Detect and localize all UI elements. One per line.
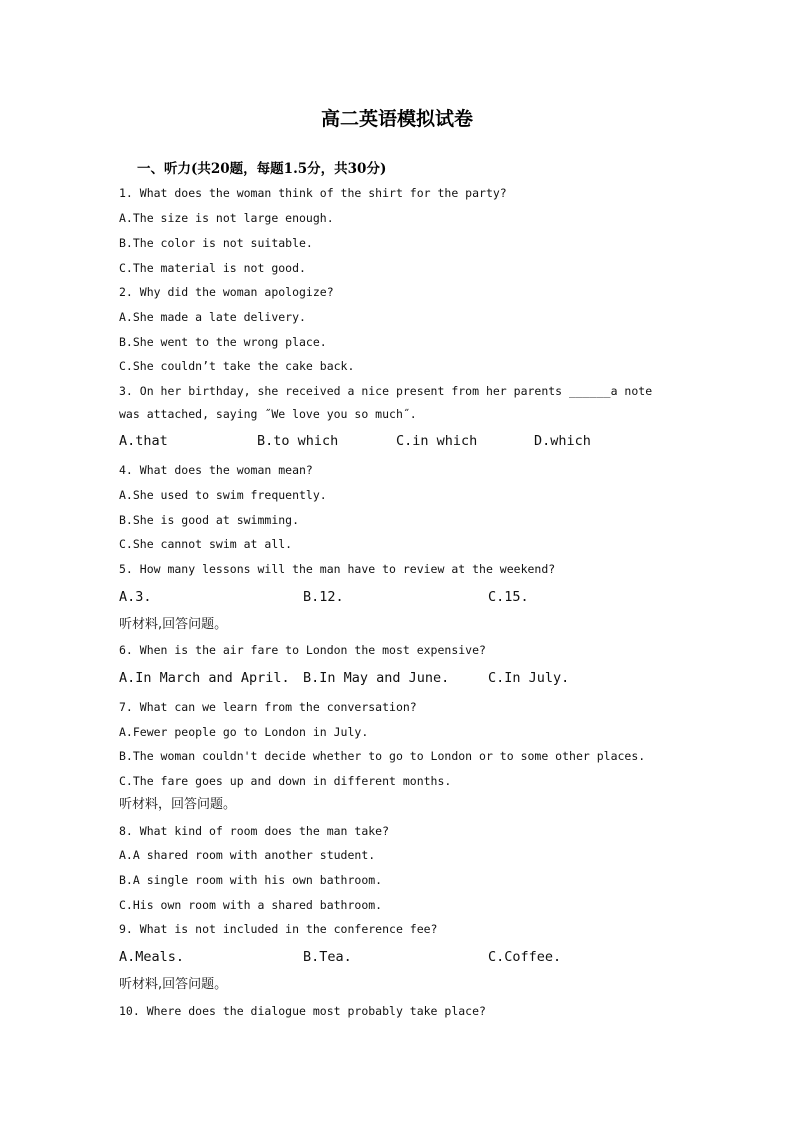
question-3-stem-line-2: was attached, saying ˝We love you so much˝. bbox=[119, 407, 417, 421]
question-3-option-d: D.which bbox=[534, 433, 591, 449]
question-2-option-c: C.She couldn’t take the cake back. bbox=[119, 359, 355, 373]
question-3-stem-line-1: 3. On her birthday, she received a nice present from her parents ______a note bbox=[119, 384, 653, 398]
question-9-option-c: C.Coffee. bbox=[488, 949, 562, 965]
question-1-option-c: C.The material is not good. bbox=[119, 261, 306, 275]
question-3-option-c: C.in which bbox=[396, 433, 478, 449]
question-1-stem: 1. What does the woman think of the shirt for the party? bbox=[119, 186, 507, 200]
question-6-option-c: C.In July. bbox=[488, 670, 570, 686]
question-8-option-a: A.A shared room with another student. bbox=[119, 848, 376, 862]
question-5-option-b: B.12. bbox=[303, 589, 344, 605]
question-7-option-b: B.The woman couldn't decide whether to go to London or to some other places. bbox=[119, 749, 646, 763]
material-instruction-3: 听材料,回答问题。 bbox=[119, 977, 228, 992]
question-7-option-a: A.Fewer people go to London in July. bbox=[119, 725, 369, 739]
question-6-option-a: A.In March and April. bbox=[119, 670, 290, 686]
question-8-option-c: C.His own room with a shared bathroom. bbox=[119, 898, 383, 912]
question-8-stem: 8. What kind of room does the man take? bbox=[119, 824, 390, 838]
question-5-option-a: A.3. bbox=[119, 589, 152, 605]
question-6-option-b: B.In May and June. bbox=[303, 670, 450, 686]
question-4-option-b: B.She is good at swimming. bbox=[119, 513, 300, 527]
question-5-option-c: C.15. bbox=[488, 589, 529, 605]
material-instruction-2: 听材料，回答问题。 bbox=[119, 797, 237, 812]
question-7-stem: 7. What can we learn from the conversation? bbox=[119, 700, 417, 714]
material-instruction-1: 听材料,回答问题。 bbox=[119, 617, 228, 632]
question-1-option-a: A.The size is not large enough. bbox=[119, 211, 334, 225]
question-2-option-b: B.She went to the wrong place. bbox=[119, 335, 327, 349]
question-1-option-b: B.The color is not suitable. bbox=[119, 236, 313, 250]
question-6-stem: 6. When is the air fare to London the most expensive? bbox=[119, 643, 486, 657]
question-10-stem: 10. Where does the dialogue most probably take place? bbox=[119, 1004, 486, 1018]
question-2-stem: 2. Why did the woman apologize? bbox=[119, 285, 334, 299]
page-title: 高二英语模拟试卷 bbox=[320, 108, 473, 130]
question-8-option-b: B.A single room with his own bathroom. bbox=[119, 873, 383, 887]
question-9-option-a: A.Meals. bbox=[119, 949, 185, 965]
section-heading: 一、听力(共20题，每题1.5分，共30分) bbox=[137, 161, 387, 177]
question-3-option-a: A.that bbox=[119, 433, 168, 449]
question-5-stem: 5. How many lessons will the man have to review at the weekend? bbox=[119, 562, 556, 576]
question-2-option-a: A.She made a late delivery. bbox=[119, 310, 306, 324]
question-3-option-b: B.to which bbox=[257, 433, 339, 449]
question-7-option-c: C.The fare goes up and down in different months. bbox=[119, 774, 452, 788]
question-9-option-b: B.Tea. bbox=[303, 949, 352, 965]
question-9-stem: 9. What is not included in the conference fee? bbox=[119, 922, 438, 936]
question-4-stem: 4. What does the woman mean? bbox=[119, 463, 313, 477]
question-4-option-a: A.She used to swim frequently. bbox=[119, 488, 327, 502]
question-4-option-c: C.She cannot swim at all. bbox=[119, 537, 293, 551]
